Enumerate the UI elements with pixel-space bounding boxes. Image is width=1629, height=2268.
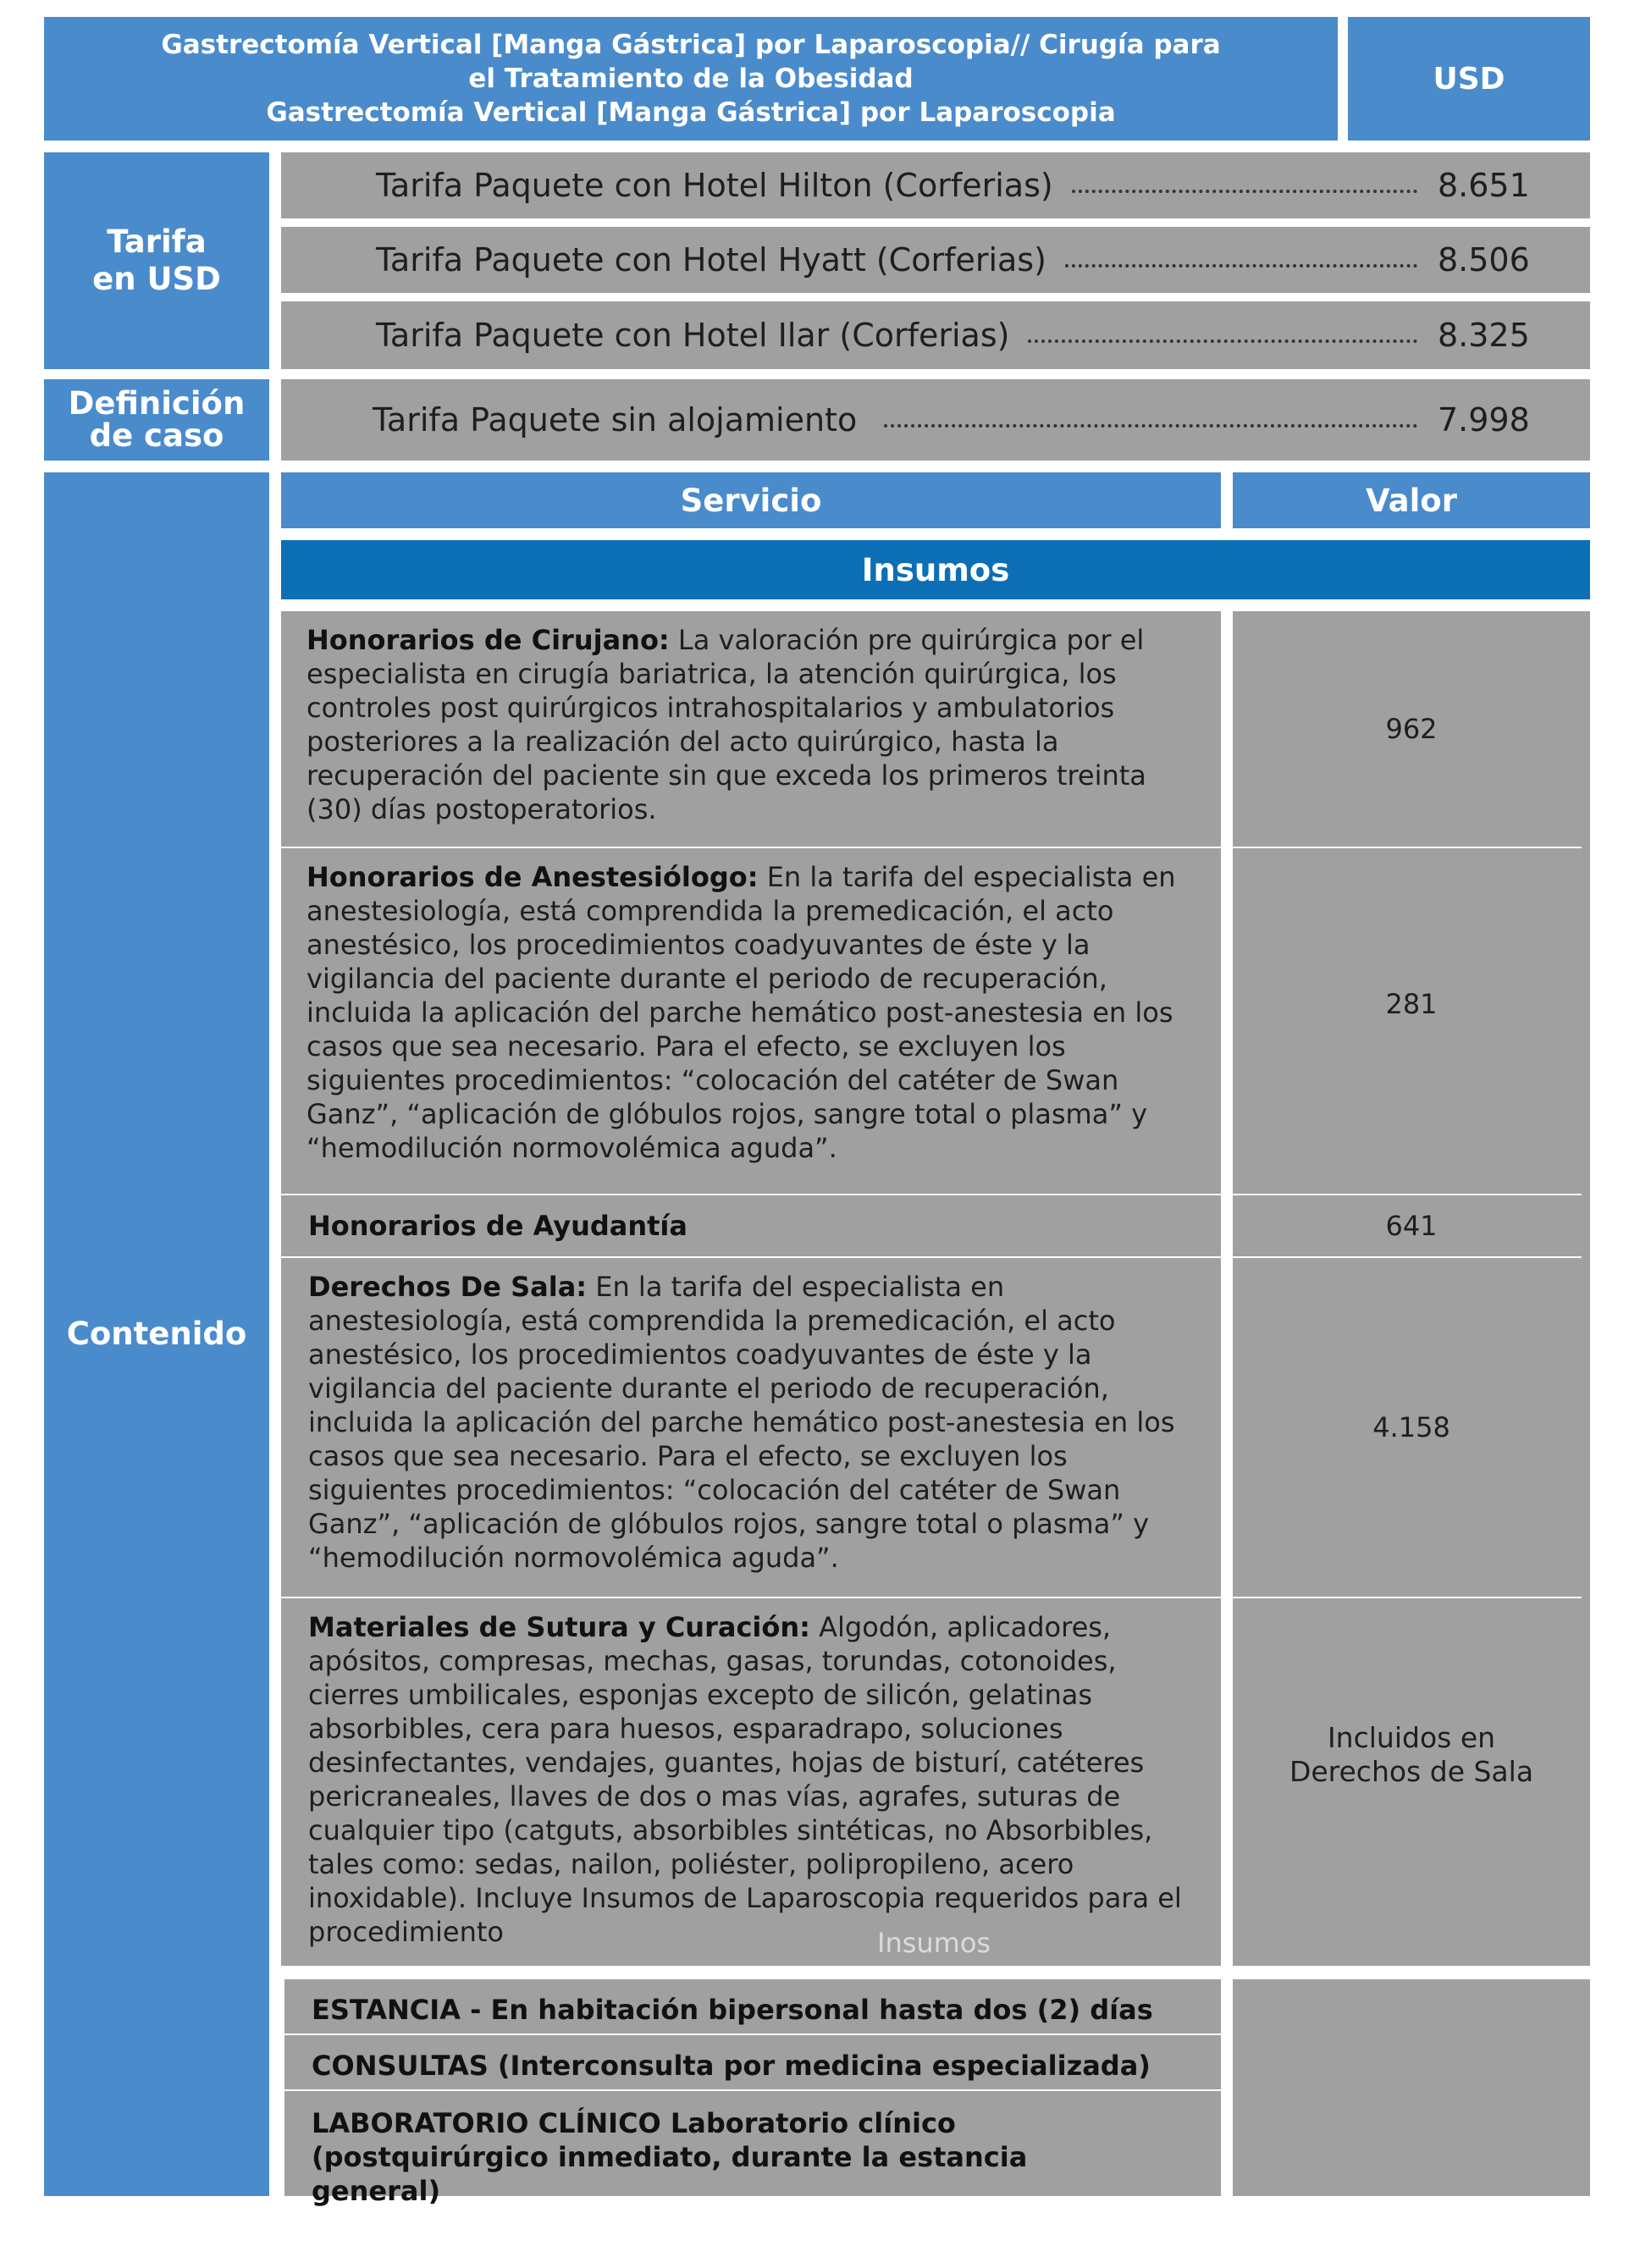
sidebar-content [44,472,269,2196]
dot-leader [1065,264,1417,268]
included-item-stay: ESTANCIA - En habitación bipersonal hasta dos (2) días [312,1994,1153,2026]
currency-header [1348,17,1590,141]
service-title: Derechos De Sala: [308,1271,588,1303]
title-line-1: Gastrectomía Vertical [Manga Gástrica] por Laparoscopia// Cirugía para [161,30,1221,60]
title-line-2: el Tratamiento de la Obesidad [468,63,914,94]
sidebar-rates-line2: en USD [92,261,221,297]
value-suture-materials [1233,1598,1590,1912]
rate-value: 8.325 [1438,317,1530,354]
overlay-watermark-text: Insumos [877,1927,991,1959]
dot-leader [1028,339,1417,343]
service-title: Honorarios de Ayudantía [308,1210,687,1242]
section-insumos [281,540,1590,599]
rate-value: 8.506 [1438,241,1530,279]
included-item-laboratory: LABORATORIO CLÍNICO Laboratorio clínico (postquirúrgico inmediato, durante la estancia general) [312,2107,1028,2207]
title-line-3: Gastrectomía Vertical [Manga Gástrica] por Laparoscopia [266,97,1116,128]
value-surgeon [1233,611,1590,847]
rate-label: Tarifa Paquete con Hotel Ilar (Corferias) [376,317,1010,354]
rate-row-hyatt [281,227,1590,293]
rate-value: 8.651 [1438,167,1530,204]
rate-label: Tarifa Paquete con Hotel Hyatt (Corferias) [376,241,1046,279]
service-text: Algodón, aplicadores, apósitos, compresas, mechas, gasas, torundas, cotonoides, cierres umbilicales, esponjas excepto de silicón, gelatinas absorbibles, cera para huesos, esparadrapo, soluciones desinfectantes, vendajes, guantes, hojas de bisturí, catéteres pericraneales, llaves de dos o mas vías, agrafes, suturas de cualquier tipo (catguts, absorbibles sintéticas, no Absorbibles, tales como: sedas, nailon, poliéster, polipropileno, acero inoxidable). Incluye Insumos de Laparoscopia requeridos para el procedimiento [308,1611,1182,1948]
service-value: 641 [1385,1210,1438,1242]
sidebar-content-label: Contenido [66,1316,247,1352]
document-title [44,17,1338,141]
sidebar-case-definition [44,379,269,461]
included-items-value-panel [1233,1979,1590,2196]
service-title: Honorarios de Anestesiólogo: [306,861,759,893]
dot-leader [884,424,1417,428]
service-header-label: Servicio [680,482,822,519]
service-title: Honorarios de Cirujano: [306,624,670,656]
service-row-surgeon [281,611,1221,847]
service-title: Materiales de Sutura y Curación: [308,1611,810,1643]
service-row-room-rights [281,1258,1221,1597]
service-row-assistance [281,1195,1221,1256]
sidebar-case-line1: Definición [68,385,246,422]
column-header-value [1233,472,1590,528]
sidebar-rates-line1: Tarifa [107,223,207,260]
value-assistance [1233,1195,1590,1256]
dot-leader [1072,190,1417,193]
rate-value: 7.998 [1438,401,1530,439]
column-header-service [281,472,1221,528]
service-value: 281 [1385,988,1438,1020]
service-text: En la tarifa del especialista en anestesiología, está comprendida la premedicación, el acto anestésico, los procedimientos coadyuvantes de éste y la vigilancia del paciente durante el periodo de recuperación, incluida la aplicación del parche hemático post-anestesia en los casos que sea necesario. Para el efecto, se excluyen los siguientes procedimientos: “colocación del catéter de Swan Ganz”, “aplicación de glóbulos rojos, sangre total o plasma” y “hemodilución normovolémica aguda”. [306,861,1176,1164]
service-text: En la tarifa del especialista en anestesiología, está comprendida la premedicación, el acto anestésico, los procedimientos coadyuvantes de éste y la vigilancia del paciente durante el periodo de recuperación, incluida la aplicación del parche hemático post-anestesia en los casos que sea necesario. Para el efecto, se excluyen los siguientes procedimientos: “colocación del catéter de Swan Ganz”, “aplicación de glóbulos rojos, sangre total o plasma” y “hemodilución normovolémica aguda”. [308,1271,1175,1574]
value-anesthesiologist [1233,848,1590,1160]
service-text: La valoración pre quirúrgica por el especialista en cirugía bariatrica, la atención quirúrgica, los controles post quirúrgicos intrahospitalarios y ambulatorios posteriores a la realización del acto quirúrgico, hasta la recuperación del paciente sin que exceda los primeros treinta (30) días postoperatorios. [306,624,1146,825]
rate-row-no-lodging [281,379,1590,461]
service-value-line1: Incluidos en [1327,1721,1496,1754]
rate-label: Tarifa Paquete sin alojamiento [373,401,858,439]
service-value: 962 [1385,713,1438,745]
currency-label: USD [1433,61,1505,97]
rate-label: Tarifa Paquete con Hotel Hilton (Corferias) [376,167,1053,204]
service-row-suture-materials [281,1598,1221,1966]
sidebar-rates [44,152,269,369]
section-insumos-label: Insumos [861,551,1010,588]
service-value: 4.158 [1372,1411,1450,1443]
rate-row-ilar [281,301,1590,369]
value-room-rights [1233,1258,1590,1597]
service-row-anesthesiologist [281,848,1221,1194]
included-item-consults: CONSULTAS (Interconsulta por medicina especializada) [312,2050,1151,2082]
rate-row-hilton [281,152,1590,218]
value-header-label: Valor [1366,482,1457,519]
service-value-line2: Derechos de Sala [1289,1755,1534,1788]
sidebar-case-line2: de caso [89,417,224,454]
